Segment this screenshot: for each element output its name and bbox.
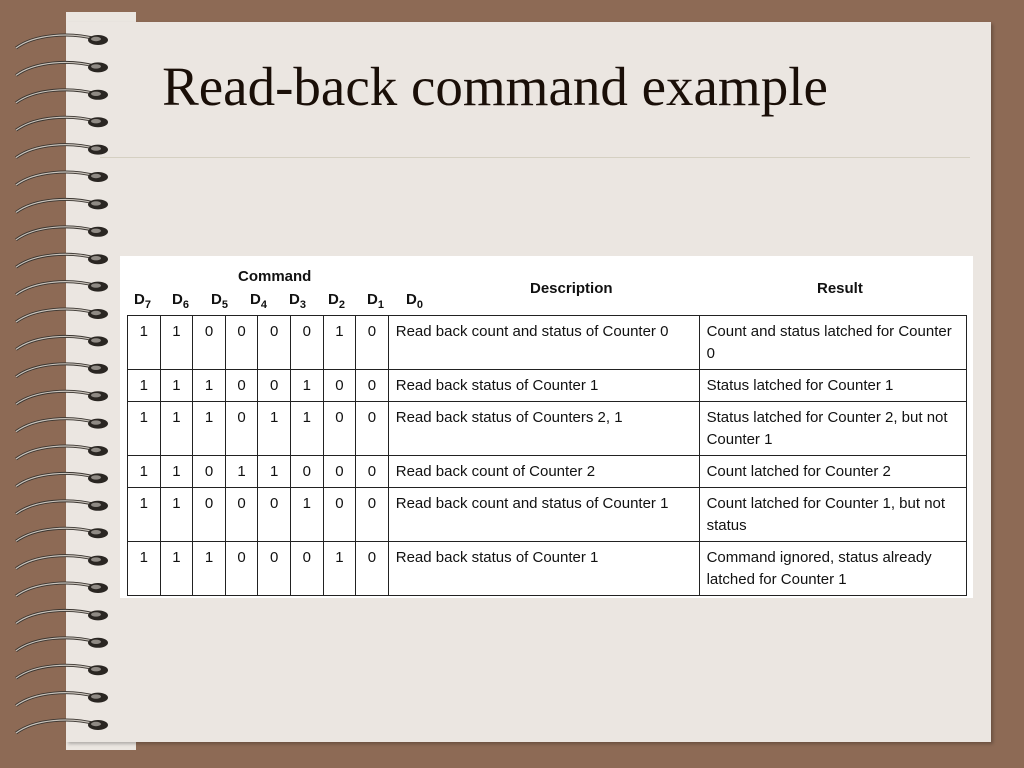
slide-title: Read-back command example — [162, 56, 828, 117]
bit-cell: 0 — [193, 456, 226, 488]
description-header: Description — [530, 280, 613, 297]
bit-cell: 0 — [225, 370, 258, 402]
bit-cell: 1 — [258, 402, 291, 456]
description-cell: Read back status of Counter 1 — [388, 370, 699, 402]
bit-cell: 1 — [193, 542, 226, 596]
bit-cell: 1 — [160, 542, 193, 596]
readback-table — [127, 315, 967, 596]
description-cell: Read back status of Counter 1 — [388, 542, 699, 596]
bit-cell: 1 — [323, 542, 356, 596]
bit-header-d6 — [172, 291, 189, 311]
bit-cell: 1 — [128, 316, 161, 370]
bit-cell: 1 — [160, 370, 193, 402]
bit-header-letter: D — [134, 291, 145, 308]
bit-header-index: 3 — [299, 299, 306, 311]
bit-cell: 1 — [160, 456, 193, 488]
bit-cell: 1 — [290, 488, 323, 542]
bit-cell: 0 — [290, 456, 323, 488]
table-row — [128, 542, 967, 596]
bit-cell: 1 — [258, 456, 291, 488]
bit-header-d0 — [406, 291, 423, 311]
bit-header-index: 5 — [221, 299, 228, 311]
title-divider — [100, 157, 970, 158]
bit-header-d2 — [328, 291, 345, 311]
bit-header-d5 — [211, 291, 228, 311]
bit-header-index: 7 — [144, 299, 151, 311]
result-cell: Count and status latched for Counter 0 — [699, 316, 966, 370]
table-row — [128, 488, 967, 542]
bit-header-index: 1 — [377, 299, 384, 311]
bit-cell: 1 — [290, 402, 323, 456]
bit-cell: 0 — [193, 488, 226, 542]
result-cell: Status latched for Counter 2, but not Counter 1 — [699, 402, 966, 456]
result-cell: Count latched for Counter 2 — [699, 456, 966, 488]
bit-header-letter: D — [328, 291, 339, 308]
bit-header-d3 — [289, 291, 306, 311]
bit-cell: 0 — [356, 370, 389, 402]
bit-cell: 0 — [258, 370, 291, 402]
bit-header-index: 0 — [416, 299, 423, 311]
bit-cell: 1 — [193, 402, 226, 456]
bit-cell: 1 — [128, 456, 161, 488]
command-header: Command — [238, 268, 312, 285]
bit-cell: 1 — [160, 316, 193, 370]
description-cell: Read back count and status of Counter 1 — [388, 488, 699, 542]
bit-header-letter: D — [172, 291, 183, 308]
bit-header-letter: D — [211, 291, 222, 308]
table-row — [128, 316, 967, 370]
description-cell: Read back count and status of Counter 0 — [388, 316, 699, 370]
bit-header-d4 — [250, 291, 267, 311]
bit-cell: 0 — [225, 488, 258, 542]
bit-cell: 0 — [290, 316, 323, 370]
bit-cell: 1 — [128, 370, 161, 402]
spiral-binding-icon — [10, 28, 120, 748]
bit-header-index: 6 — [182, 299, 189, 311]
bit-cell: 0 — [258, 316, 291, 370]
bit-cell: 0 — [356, 402, 389, 456]
bit-cell: 1 — [160, 402, 193, 456]
bit-cell: 0 — [356, 488, 389, 542]
bit-cell: 0 — [323, 370, 356, 402]
bit-cell: 0 — [258, 542, 291, 596]
table-row — [128, 456, 967, 488]
bit-cell: 0 — [356, 542, 389, 596]
result-header: Result — [817, 280, 863, 297]
result-cell: Command ignored, status already latched for Counter 1 — [699, 542, 966, 596]
table-row — [128, 370, 967, 402]
bit-cell: 1 — [290, 370, 323, 402]
bit-cell: 0 — [323, 402, 356, 456]
table-row — [128, 402, 967, 456]
bit-header-index: 2 — [338, 299, 345, 311]
bit-cell: 0 — [193, 316, 226, 370]
bit-cell: 1 — [128, 542, 161, 596]
bit-header-letter: D — [289, 291, 300, 308]
bit-cell: 1 — [160, 488, 193, 542]
bit-header-index: 4 — [260, 299, 267, 311]
bit-cell: 0 — [225, 402, 258, 456]
bit-header-letter: D — [406, 291, 417, 308]
bit-cell: 0 — [356, 316, 389, 370]
bit-header-letter: D — [250, 291, 261, 308]
bit-cell: 1 — [323, 316, 356, 370]
bit-cell: 0 — [258, 488, 291, 542]
bit-cell: 1 — [128, 488, 161, 542]
result-cell: Count latched for Counter 1, but not status — [699, 488, 966, 542]
bit-cell: 1 — [128, 402, 161, 456]
bit-cell: 0 — [323, 488, 356, 542]
bit-cell: 1 — [193, 370, 226, 402]
bit-cell: 0 — [323, 456, 356, 488]
description-cell: Read back status of Counters 2, 1 — [388, 402, 699, 456]
bit-cell: 1 — [225, 456, 258, 488]
bit-cell: 0 — [356, 456, 389, 488]
bit-cell: 0 — [225, 542, 258, 596]
bit-cell: 0 — [225, 316, 258, 370]
bit-header-letter: D — [367, 291, 378, 308]
result-cell: Status latched for Counter 1 — [699, 370, 966, 402]
bit-header-d7 — [134, 291, 151, 311]
bit-header-d1 — [367, 291, 384, 311]
bit-cell: 0 — [290, 542, 323, 596]
readback-table-card — [120, 256, 973, 598]
description-cell: Read back count of Counter 2 — [388, 456, 699, 488]
